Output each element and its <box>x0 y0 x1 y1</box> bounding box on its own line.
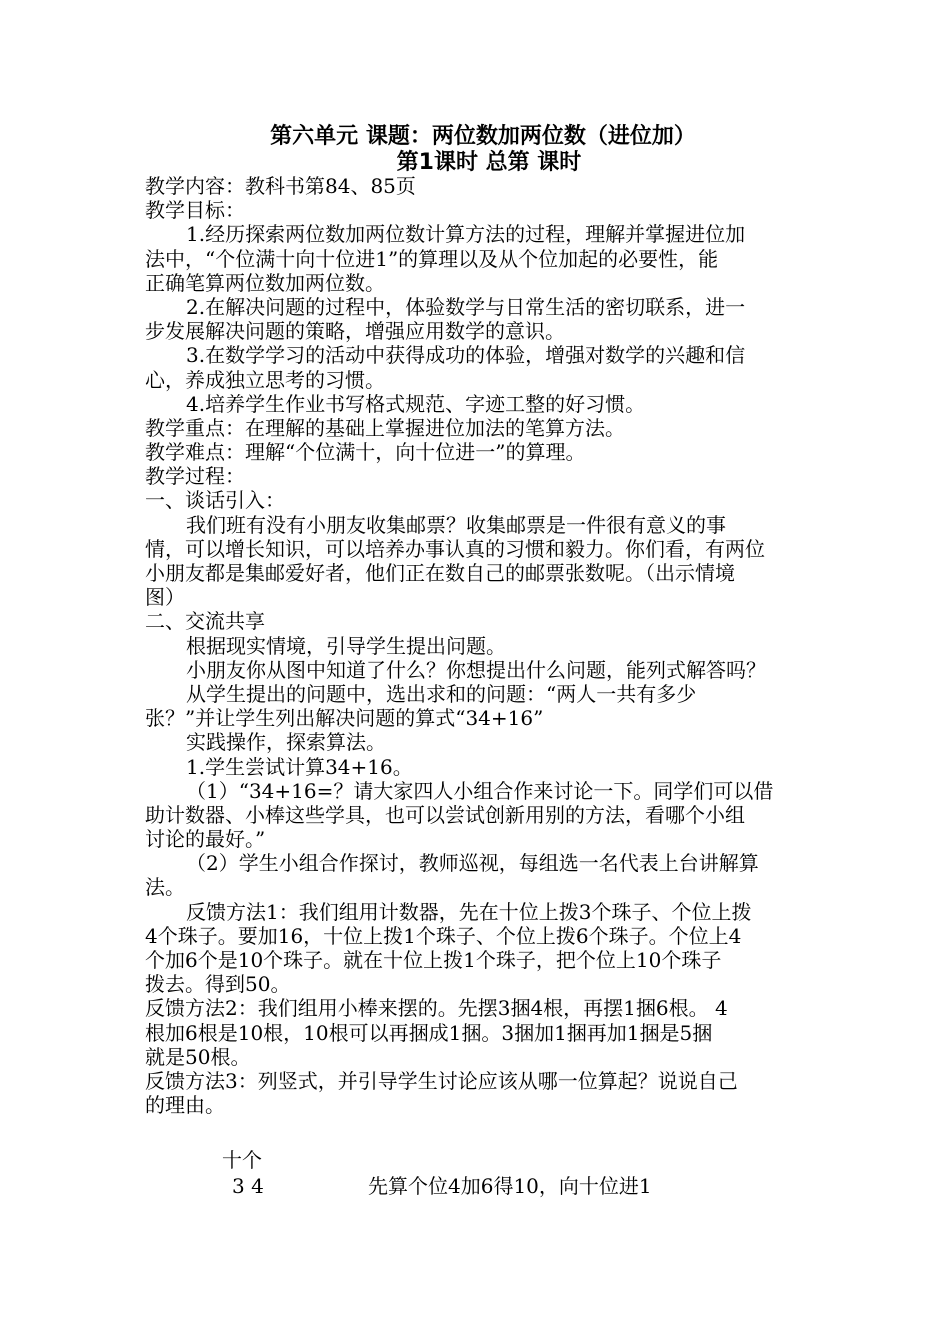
text-line: 二、交流共享 <box>145 609 265 634</box>
text-line: 教学难点：理解“个位满十，向十位进一”的算理。 <box>145 440 586 465</box>
text-line: 教学目标： <box>145 198 245 223</box>
lesson-title: 第六单元 课题：两位数加两位数（进位加） <box>270 124 696 149</box>
text-line: 小朋友你从图中知道了什么？你想提出什么问题，能列式解答吗？ <box>186 657 766 682</box>
text-line: 我们班有没有小朋友收集邮票？收集邮票是一件很有意义的事 <box>186 512 726 537</box>
text-line: 根加6根是10根，10根可以再捆成1捆。3捆加1捆再加1捆是5捆 <box>145 1020 713 1045</box>
text-line: 2.在解决问题的过程中，体验数学与日常生活的密切联系，进一 <box>186 294 746 319</box>
text-line: 1.学生尝试计算34+16。 <box>186 754 413 779</box>
text-line: 一、谈话引入： <box>145 488 285 513</box>
text-line: 就是50根。 <box>145 1044 251 1069</box>
text-line: 教学过程： <box>145 464 245 489</box>
text-line: 步发展解决问题的策略，增强应用数学的意识。 <box>145 319 565 344</box>
text-line: 教学重点：在理解的基础上掌握进位加法的笔算方法。 <box>145 415 625 440</box>
text-line: 3.在数学学习的活动中获得成功的体验，增强对数学的兴趣和信 <box>186 343 746 368</box>
text-line: 正确笔算两位数加两位数。 <box>145 270 385 295</box>
text-line: 实践操作，探索算法。 <box>186 730 386 755</box>
text-line: 反馈方法3：列竖式，并引导学生讨论应该从哪一位算起？说说自己 <box>145 1068 738 1093</box>
text-line: 讨论的最好。” <box>145 827 266 852</box>
text-line: 根据现实情境，引导学生提出问题。 <box>186 633 506 658</box>
text-line: （1）“34+16=？请大家四人小组合作来讨论一下。同学们可以借 <box>186 778 774 803</box>
text-line: 图） <box>145 585 185 610</box>
text-line: （2）学生小组合作探讨，教师巡视，每组选一名代表上台讲解算 <box>186 851 759 876</box>
text-line: 反馈方法1：我们组用计数器，先在十位上拨3个珠子、个位上拨 <box>186 899 752 924</box>
calc-note: 先算个位4加6得10，向十位进1 <box>368 1174 652 1198</box>
text-line: 反馈方法2：我们组用小棒来摆的。先摆3捆4根，再摆1捆6根。 4 <box>145 996 728 1021</box>
text-line: 4个珠子。要加16，十位上拨1个珠子、个位上拨6个珠子。个位上4 <box>145 923 742 948</box>
text-line: 张？”并让学生列出解决问题的算式“34+16” <box>145 706 544 731</box>
lesson-body <box>145 174 825 1117</box>
text-line: 小朋友都是集邮爱好者，他们正在数自己的邮票张数呢。（出示情境 <box>145 561 735 585</box>
text-line: 助计数器、小棒这些学具，也可以尝试创新用别的方法，看哪个小组 <box>145 802 745 827</box>
text-line: 教学内容：教科书第84、85页 <box>145 174 416 198</box>
text-line: 的理由。 <box>145 1093 225 1118</box>
text-line: 从学生提出的问题中，选出求和的问题：“两人一共有多少 <box>186 681 697 706</box>
calc-number: 3 4 <box>232 1174 264 1198</box>
text-line: 4.培养学生作业书写格式规范、字迹工整的好习惯。 <box>186 391 646 416</box>
calc-place-header: 十个 <box>222 1148 262 1172</box>
text-line: 情，可以增长知识，可以培养办事认真的习惯和毅力。你们看，有两位 <box>145 536 765 561</box>
text-line: 1.经历探索两位数加两位数计算方法的过程，理解并掌握进位加 <box>186 222 746 247</box>
text-line: 拨去。得到50。 <box>145 972 291 997</box>
text-line: 个加6个是10个珠子。就在十位上拨1个珠子，把个位上10个珠子 <box>145 948 722 972</box>
lesson-subtitle: 第1课时 总第 课时 <box>396 150 582 175</box>
text-line: 法中，“个位满十向十位进1”的算理以及从个位加起的必要性，能 <box>145 246 719 271</box>
text-line: 心，养成独立思考的习惯。 <box>145 367 385 392</box>
text-line: 法。 <box>145 875 185 900</box>
